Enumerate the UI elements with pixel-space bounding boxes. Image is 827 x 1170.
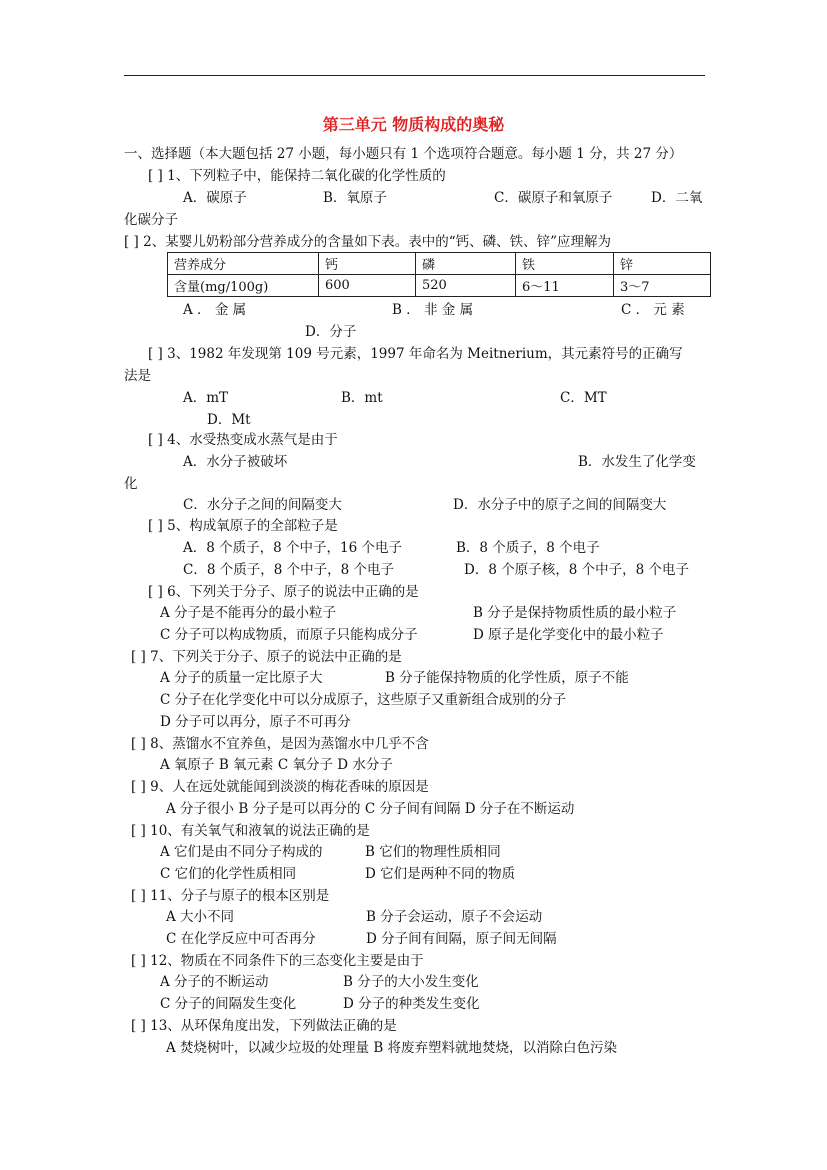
question-10-option-b: B 它们的物理性质相同 [365,844,501,860]
question-9-options: A 分子很小 B 分子是可以再分的 C 分子间有间隔 D 分子在不断运动 [166,801,575,817]
question-12-option-d: D 分子的种类发生变化 [343,996,480,1012]
table-cell: 锌 [614,253,711,275]
question-6-option-a: A 分子是不能再分的最小粒子 [160,605,337,621]
question-5-option-c: C．8 个质子，8 个中子，8 个电子 [183,562,394,578]
question-3-option-d: D．Mt [207,412,251,428]
question-10-option-a: A 它们是由不同分子构成的 [160,844,323,860]
question-7-option-b: B 分子能保持物质的化学性质，原子不能 [385,670,629,686]
question-8-stem: [ ] 8、蒸馏水不宜养鱼，是因为蒸馏水中几乎不含 [131,736,429,752]
question-12-option-a: A 分子的不断运动 [160,974,269,990]
question-6-stem: [ ] 6、下列关于分子、原子的说法中正确的是 [148,584,419,600]
question-5-option-a: A．8 个质子，8 个中子，16 个电子 [183,540,402,556]
question-6-option-d: D 原子是化学变化中的最小粒子 [473,627,664,643]
question-4-option-b: B．水发生了化学变 [578,454,696,470]
question-3-stem-cont: 法是 [124,368,151,384]
table-cell: 铁 [516,253,614,275]
table-cell: 含量(mg/100g) [168,275,319,297]
question-7-option-a: A 分子的质量一定比原子大 [160,670,323,686]
question-3-option-c: C．MT [560,390,607,406]
question-11-option-a: A 大小不同 [166,909,235,925]
question-2-option-d: D．分子 [305,324,357,340]
question-13-stem: [ ] 13、从环保角度出发，下列做法正确的是 [131,1018,397,1034]
question-3-option-b: B．mt [341,390,383,406]
question-1-option-d: D．二氧 [651,190,703,206]
question-13-options: A 焚烧树叶，以减少垃圾的处理量 B 将废弃塑料就地焚烧，以消除白色污染 [166,1040,618,1056]
question-7-stem: [ ] 7、下列关于分子、原子的说法中正确的是 [131,649,402,665]
table-cell: 6～11 [516,275,614,297]
question-9-stem: [ ] 9、人在远处就能闻到淡淡的梅花香味的原因是 [131,779,429,795]
document-title: 第三单元 物质构成的奥秘 [322,115,505,134]
table-cell: 3～7 [614,275,711,297]
question-1-option-a: A．碳原子 [183,190,247,206]
nutrition-table [167,252,711,297]
question-5-stem: [ ] 5、构成氧原子的全部粒子是 [148,518,338,534]
question-10-option-c: C 它们的化学性质相同 [160,866,297,882]
table-cell: 营养成分 [168,253,319,275]
table-row [168,275,711,297]
question-7-option-c: C 分子在化学变化中可以分成原子，这些原子又重新组合成别的分子 [160,692,567,708]
question-1-option-c: C．碳原子和氧原子 [494,190,613,206]
question-4-option-d: D．水分子中的原子之间的间隔变大 [453,497,667,513]
question-3-option-a: A．mT [183,390,229,406]
question-1-option-d-cont: 化碳分子 [124,212,178,228]
question-12-option-c: C 分子的间隔发生变化 [160,996,297,1012]
table-header-row [168,253,711,275]
question-4-stem: [ ] 4、水受热变成水蒸气是由于 [148,432,338,448]
question-2-stem: [ ] 2、某婴儿奶粉部分营养成分的含量如下表。表中的“钙、磷、铁、锌”应理解为 [124,234,612,250]
question-2-option-c: C ． 元 素 [621,302,685,318]
question-3-stem: [ ] 3、1982 年发现第 109 号元素，1997 年命名为 Meitnerium，其元素符号的正确写 [148,346,683,362]
table-cell: 520 [416,275,516,297]
question-6-option-c: C 分子可以构成物质，而原子只能构成分子 [160,627,418,643]
question-11-stem: [ ] 11、分子与原子的根本区别是 [131,888,330,904]
question-4-option-a: A．水分子被破坏 [183,454,288,470]
question-11-option-b: B 分子会运动，原子不会运动 [366,909,543,925]
table-cell: 600 [319,275,416,297]
question-11-option-c: C 在化学反应中可否再分 [166,931,316,947]
question-8-options: A 氧原子 B 氧元素 C 氧分子 D 水分子 [160,757,393,773]
question-2-option-b: B ． 非 金 属 [392,302,474,318]
question-1-option-b: B．氧原子 [323,190,387,206]
question-7-option-d: D 分子可以再分，原子不可再分 [160,714,351,730]
question-12-option-b: B 分子的大小发生变化 [343,974,479,990]
header-rule [124,75,705,76]
question-5-option-d: D．8 个原子核，8 个中子，8 个电子 [464,562,689,578]
question-1-stem: [ ] 1、下列粒子中，能保持二氧化碳的化学性质的 [148,168,446,184]
question-6-option-b: B 分子是保持物质性质的最小粒子 [473,605,677,621]
section-heading: 一、选择题（本大题包括 27 小题，每小题只有 1 个选项符合题意。每小题 1 分，共 27 分） [124,146,683,162]
table-cell: 钙 [319,253,416,275]
question-5-option-b: B．8 个质子，8 个电子 [456,540,600,556]
question-4-option-c: C．水分子之间的间隔变大 [183,497,342,513]
question-10-stem: [ ] 10、有关氧气和液氧的说法正确的是 [131,823,370,839]
question-2-option-a: A ． 金 属 [183,302,247,318]
table-cell: 磷 [416,253,516,275]
question-4-option-b-cont: 化 [124,476,138,492]
question-10-option-d: D 它们是两种不同的物质 [365,866,516,882]
question-12-stem: [ ] 12、物质在不同条件下的三态变化主要是由于 [131,953,424,969]
question-11-option-d: D 分子间有间隔，原子间无间隔 [366,931,557,947]
